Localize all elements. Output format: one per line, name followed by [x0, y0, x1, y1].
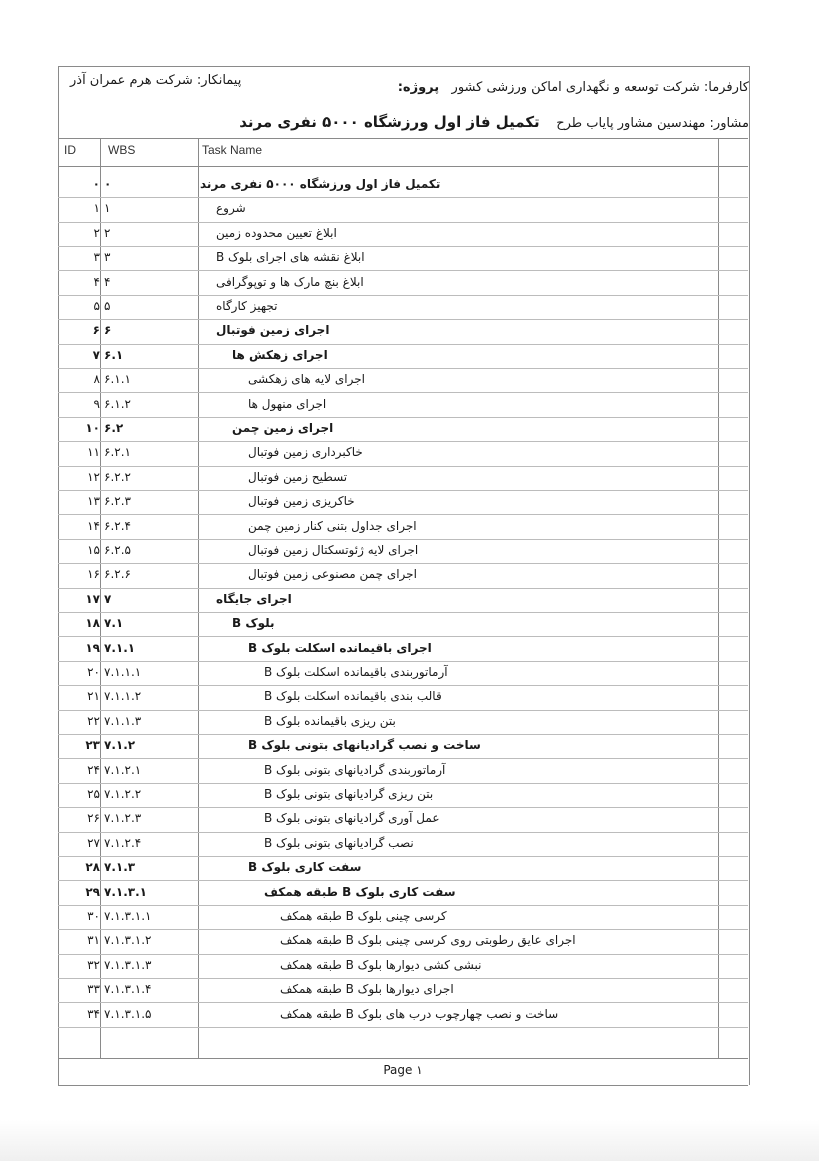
- task-id: ۳۲: [87, 957, 100, 972]
- task-row[interactable]: [58, 296, 748, 320]
- task-row[interactable]: [58, 882, 748, 906]
- task-wbs: ۶.۱.۲: [104, 396, 131, 411]
- task-wbs: ۷.۱.۲.۳: [104, 811, 142, 826]
- task-name: تجهیز کارگاه: [216, 299, 278, 313]
- task-name: تسطیح زمین فوتبال: [248, 469, 348, 484]
- task-name: اجرای زمین چمن: [232, 421, 334, 435]
- task-name: بتن ریزی باقیمانده بلوک B: [264, 713, 396, 728]
- task-name: قالب بندی باقیمانده اسکلت بلوک B: [264, 689, 442, 704]
- consultant-line: [239, 113, 749, 131]
- task-row[interactable]: [58, 1004, 748, 1028]
- task-id: ۲۶: [87, 811, 100, 826]
- project-label: پروژه:: [397, 80, 440, 95]
- task-wbs: ۶.۲.۶: [104, 567, 131, 582]
- task-id: ۲۷: [87, 835, 100, 850]
- task-id: ۸: [93, 372, 100, 387]
- task-row[interactable]: [58, 369, 748, 393]
- task-wbs: ۷.۱.۳: [104, 860, 136, 875]
- task-row[interactable]: [58, 564, 748, 588]
- task-name: اجرای چمن مصنوعی زمین فوتبال: [248, 567, 417, 582]
- task-id: ۱۸: [85, 616, 100, 631]
- task-name: آرماتوربندی گرادیانهای بتونی بلوک B: [264, 762, 446, 777]
- task-row[interactable]: [58, 955, 748, 979]
- task-row[interactable]: [58, 467, 748, 491]
- task-id: ۳: [93, 250, 100, 265]
- task-id: ۱۰: [85, 421, 100, 435]
- task-row[interactable]: [58, 589, 748, 613]
- task-id: ۱۴: [87, 518, 100, 533]
- task-row[interactable]: [58, 979, 748, 1003]
- task-id: ۱۶: [87, 567, 100, 582]
- task-name: نبشی کشی دیوارها بلوک B طبقه همکف: [280, 957, 482, 972]
- task-name: ابلاغ بنچ مارک ها و توپوگرافی: [216, 274, 364, 289]
- task-wbs: ۷.۱.۲: [104, 738, 136, 753]
- task-id: ۱۱: [87, 445, 100, 460]
- task-name: اجرای جداول بتنی کنار زمین چمن: [248, 518, 417, 533]
- task-wbs: ۷: [104, 591, 112, 606]
- task-wbs: ۷.۱.۱: [104, 640, 136, 655]
- project-title: تکمیل فاز اول ورزشگاه ۵۰۰۰ نفری مرند: [239, 113, 540, 131]
- task-name: اجرای لایه ژئوتسکتال زمین فوتبال: [248, 543, 419, 557]
- task-name: اجرای لایه های زهکشی: [248, 372, 365, 387]
- task-wbs: ۶.۲.۴: [104, 518, 131, 533]
- task-row[interactable]: [58, 198, 748, 222]
- task-wbs: ۷.۱.۳.۱: [104, 884, 147, 899]
- task-row[interactable]: [58, 491, 748, 515]
- task-wbs: ۷.۱.۳.۱.۲: [104, 933, 152, 948]
- task-name: اجرای منهول ها: [248, 396, 327, 411]
- scan-edge: [0, 1120, 819, 1161]
- task-name: سفت کاری بلوک B طبقه همکف: [264, 884, 456, 899]
- task-wbs: ۶.۱.۱: [104, 372, 131, 387]
- task-wbs: ۵: [104, 299, 111, 313]
- task-row[interactable]: [58, 320, 748, 344]
- task-id: ۱۹: [85, 640, 100, 655]
- task-name: بلوک B: [232, 616, 275, 631]
- task-id: ۲۰: [87, 665, 100, 679]
- task-id: ۰: [92, 177, 100, 191]
- task-row[interactable]: [58, 930, 748, 954]
- task-row[interactable]: [58, 784, 748, 808]
- task-id: ۹: [93, 396, 100, 411]
- task-row[interactable]: [58, 516, 748, 540]
- task-row[interactable]: [58, 686, 748, 710]
- task-row[interactable]: [58, 540, 748, 564]
- task-row[interactable]: [58, 613, 748, 637]
- consultant-text: مشاور: مهندسین مشاور پایاب طرح: [556, 116, 749, 131]
- task-row[interactable]: [58, 833, 748, 857]
- task-id: ۲۵: [87, 787, 100, 801]
- task-row[interactable]: [58, 735, 748, 759]
- task-row[interactable]: [58, 711, 748, 735]
- task-id: ۳۰: [87, 909, 100, 923]
- task-wbs: ۷.۱: [104, 616, 124, 631]
- task-id: ۱: [93, 201, 100, 216]
- task-id: ۵: [93, 299, 100, 313]
- task-name: اجرای عایق رطوبتی روی کرسی چینی بلوک B طبقه همکف: [280, 933, 576, 948]
- task-wbs: ۷.۱.۳.۱.۵: [104, 1006, 152, 1021]
- task-id: ۱۲: [87, 469, 100, 484]
- task-wbs: ۱: [104, 201, 111, 216]
- page-footer: [58, 1058, 748, 1086]
- task-wbs: ۷.۱.۲.۱: [104, 762, 142, 777]
- task-id: ۲۲: [87, 713, 100, 728]
- task-wbs: ۷.۱.۳.۱.۱: [104, 909, 152, 923]
- task-wbs: ۷.۱.۱.۲: [104, 689, 142, 704]
- task-row[interactable]: [58, 662, 748, 686]
- column-header-task-name: Task Name: [202, 143, 263, 157]
- task-name: بتن ریزی گرادیانهای بتونی بلوک B: [264, 787, 434, 801]
- task-name: اجرای زمین فوتبال: [216, 323, 330, 338]
- task-name: نصب گرادیانهای بتونی بلوک B: [264, 835, 414, 850]
- task-name: اجرای جایگاه: [216, 591, 292, 606]
- task-wbs: ۷.۱.۱.۱: [104, 665, 142, 679]
- employer-line: [398, 80, 749, 95]
- task-row[interactable]: [58, 394, 748, 418]
- task-wbs: ۷.۱.۳.۱.۳: [104, 957, 152, 972]
- task-id: ۳۱: [87, 933, 100, 948]
- task-row[interactable]: [58, 174, 748, 198]
- task-name: سفت کاری بلوک B: [248, 860, 362, 875]
- employer-text: کارفرما: شرکت توسعه و نگهداری اماکن ورزشی کشور: [451, 80, 749, 95]
- task-row[interactable]: [58, 442, 748, 466]
- task-id: ۱۷: [85, 591, 100, 606]
- task-id: ۳۳: [87, 982, 100, 997]
- task-id: ۲۸: [85, 860, 100, 875]
- contractor-text: پیمانکار: شرکت هرم عمران آذر: [70, 73, 242, 88]
- row-rule: [58, 1027, 748, 1028]
- task-wbs: ۲: [104, 225, 111, 240]
- task-wbs: ۶.۲: [104, 421, 124, 435]
- page-number: Page ۱: [383, 1063, 423, 1077]
- task-wbs: ۳: [104, 250, 111, 265]
- task-id: ۳۴: [87, 1006, 100, 1021]
- task-name: عمل آوری گرادیانهای بتونی بلوک B: [264, 811, 440, 826]
- task-id: ۲۴: [87, 762, 100, 777]
- task-id: ۱۵: [87, 543, 100, 557]
- task-name: اجرای دیوارها بلوک B طبقه همکف: [280, 982, 454, 997]
- task-row[interactable]: [58, 247, 748, 271]
- task-wbs: ۶: [104, 323, 112, 338]
- task-wbs: ۷.۱.۱.۳: [104, 713, 142, 728]
- header-divider: [58, 138, 748, 139]
- task-name: تکمیل فاز اول ورزشگاه ۵۰۰۰ نفری مرند: [200, 177, 441, 191]
- task-id: ۲۱: [87, 689, 100, 704]
- task-wbs: ۷.۱.۲.۲: [104, 787, 142, 801]
- task-row[interactable]: [58, 760, 748, 784]
- task-wbs: ۷.۱.۳.۱.۴: [104, 982, 152, 997]
- task-id: ۷: [92, 347, 100, 362]
- task-name: شروع: [216, 201, 246, 216]
- column-header-divider: [58, 166, 748, 167]
- task-name: آرماتوربندی باقیمانده اسکلت بلوک B: [264, 665, 448, 679]
- task-row[interactable]: [58, 223, 748, 247]
- task-wbs: ۶.۱: [104, 347, 124, 362]
- task-wbs: ۶.۲.۲: [104, 469, 131, 484]
- task-name: اجرای باقیمانده اسکلت بلوک B: [248, 640, 432, 655]
- task-id: ۲۳: [85, 738, 100, 753]
- task-wbs: ۶.۲.۱: [104, 445, 131, 460]
- task-id: ۲: [93, 225, 100, 240]
- task-row[interactable]: [58, 906, 748, 930]
- task-wbs: ۰: [104, 177, 112, 191]
- task-name: اجرای زهکش ها: [232, 347, 328, 362]
- task-wbs: ۴: [104, 274, 111, 289]
- task-id: ۲۹: [85, 884, 100, 899]
- task-name: خاکریزی زمین فوتبال: [248, 494, 355, 509]
- task-wbs: ۶.۲.۵: [104, 543, 131, 557]
- task-name: ساخت و نصب گرادیانهای بتونی بلوک B: [248, 738, 481, 753]
- task-wbs: ۷.۱.۲.۴: [104, 835, 142, 850]
- task-row[interactable]: [58, 857, 748, 881]
- task-row[interactable]: [58, 345, 748, 369]
- task-id: ۴: [93, 274, 100, 289]
- task-id: ۱۳: [87, 494, 100, 509]
- task-name: ساخت و نصب چهارچوب درب های بلوک B طبقه همکف: [280, 1006, 559, 1021]
- task-name: خاکبرداری زمین فوتبال: [248, 445, 363, 460]
- column-header-wbs: WBS: [108, 143, 136, 157]
- task-row[interactable]: [58, 272, 748, 296]
- task-name: کرسی چینی بلوک B طبقه همکف: [280, 909, 447, 923]
- task-row[interactable]: [58, 418, 748, 442]
- task-row[interactable]: [58, 808, 748, 832]
- task-wbs: ۶.۲.۳: [104, 494, 131, 509]
- task-name: ابلاغ تعیین محدوده زمین: [216, 225, 337, 240]
- task-row[interactable]: [58, 638, 748, 662]
- column-header-id: ID: [64, 143, 76, 157]
- task-name: ابلاغ نقشه های اجرای بلوک B: [216, 250, 365, 265]
- task-id: ۶: [92, 323, 100, 338]
